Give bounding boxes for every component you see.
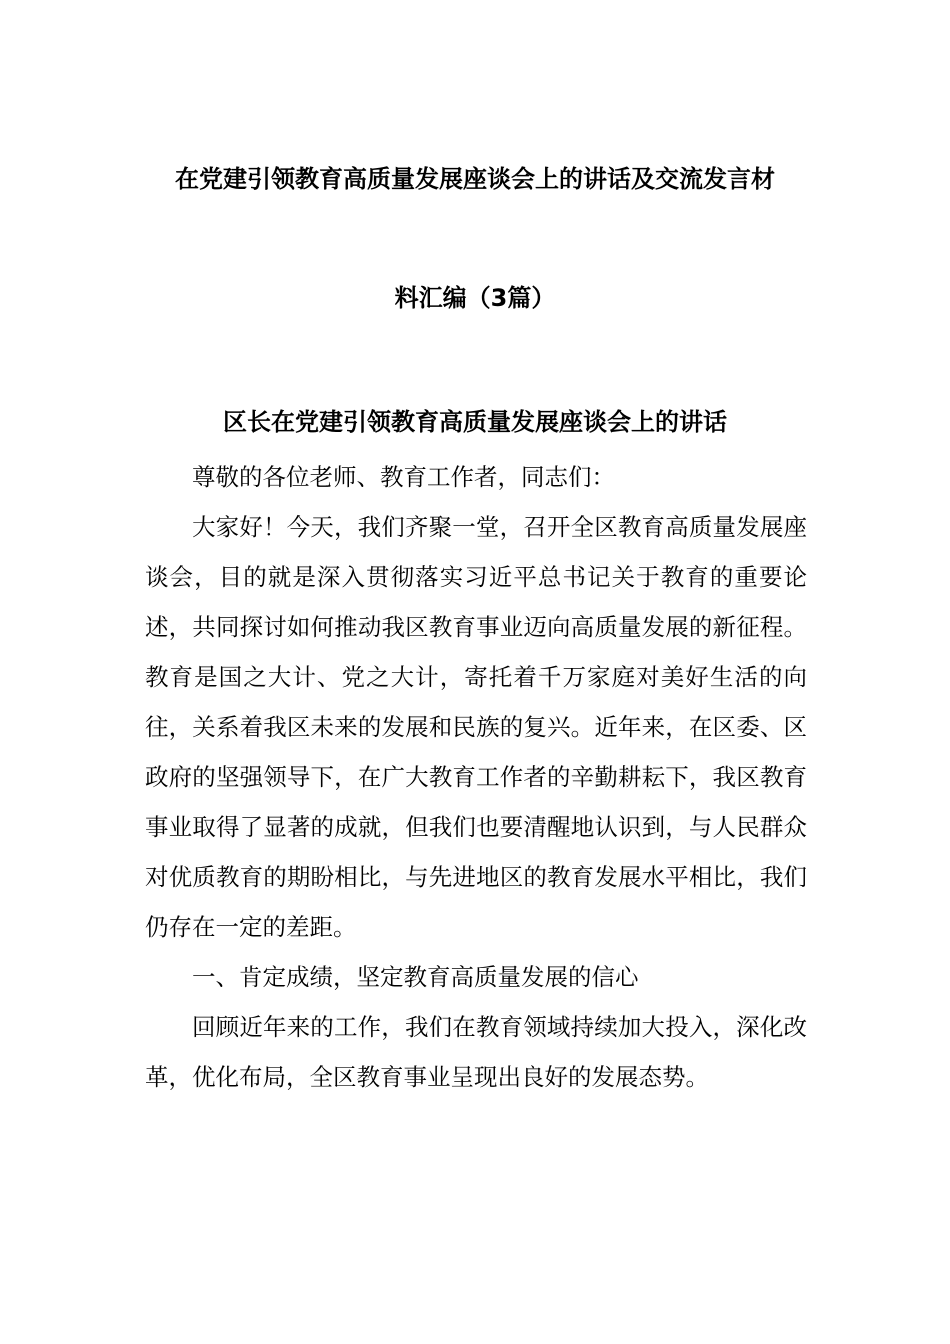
opening-paragraph: 大家好！今天，我们齐聚一堂，召开全区教育高质量发展座谈会，目的就是深入贯彻落实习近平总书记关于教育的重要论述，共同探讨如何推动我区教育事业迈向高质量发展的新征程。教育是国之大计、党之大计，寄托着千万家庭对美好生活的向往，关系着我区未来的发展和民族的复兴。近年来，在区委、区政府的坚强领导下，在广大教育工作者的辛勤耕耘下，我区教育事业取得了显著的成就，但我们也要清醒地认识到，与人民群众对优质教育的期盼相比，与先进地区的教育发展水平相比，我们仍存在一定的差距。 [145, 513, 807, 941]
salutation-paragraph: 尊敬的各位老师、教育工作者，同志们： [192, 463, 615, 491]
document-title-line-2: 料汇编（3篇） [394, 284, 556, 312]
document-title-line-1: 在党建引领教育高质量发展座谈会上的讲话及交流发言材 [175, 165, 775, 193]
document-body [145, 452, 807, 1102]
review-paragraph: 回顾近年来的工作，我们在教育领域持续加大投入，深化改革，优化布局，全区教育事业呈现出良好的发展态势。 [145, 1013, 807, 1091]
speech-title: 区长在党建引领教育高质量发展座谈会上的讲话 [223, 408, 727, 436]
section-heading: 一、肯定成绩，坚定教育高质量发展的信心 [192, 963, 639, 991]
